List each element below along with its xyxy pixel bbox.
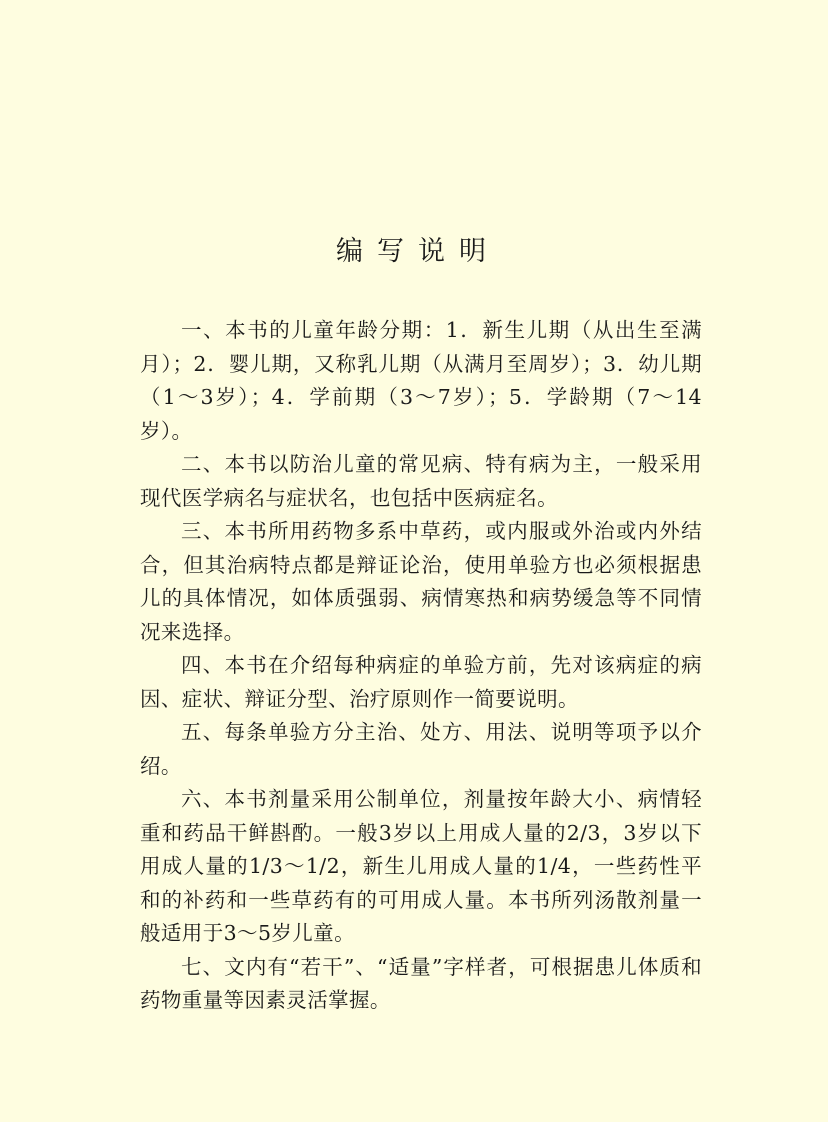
paragraph-2: 二、本书以防治儿童的常见病、特有病为主，一般采用现代医学病名与症状名，也包括中医病症名。: [140, 452, 702, 510]
paragraph-4: 四、本书在介绍每种病症的单验方前，先对该病症的病因、症状、辩证分型、治疗原则作一简要说明。: [140, 653, 702, 711]
document-body: [140, 314, 702, 1018]
page-title: 编写说明: [336, 236, 500, 267]
paragraph-1: 一、本书的儿童年龄分期：1．新生儿期（从出生至满月）；2．婴儿期，又称乳儿期（从满月至周岁）；3．幼儿期（1～3岁）；4．学前期（3～7岁）；5．学龄期（7～14岁）。: [140, 318, 702, 443]
paragraph-7: 七、文内有“若干”、“适量”字样者，可根据患儿体质和药物重量等因素灵活掌握。: [140, 954, 702, 1012]
paragraph-6: 六、本书剂量采用公制单位，剂量按年龄大小、病情轻重和药品干鲜斟酌。一般3岁以上用成人量的2/3，3岁以下用成人量的1/3～1/2，新生儿用成人量的1/4，一些药性平和的补药和一些草药有的可用成人量。本书所列汤散剂量一般适用于3～5岁儿童。: [140, 787, 702, 945]
paragraph-3: 三、本书所用药物多系中草药，或内服或外治或内外结合，但其治病特点都是辩证论治，使用单验方也必须根据患儿的具体情况，如体质强弱、病情寒热和病势缓急等不同情况来选择。: [140, 519, 702, 644]
paragraph-5: 五、每条单验方分主治、处方、用法、说明等项予以介绍。: [140, 720, 702, 778]
